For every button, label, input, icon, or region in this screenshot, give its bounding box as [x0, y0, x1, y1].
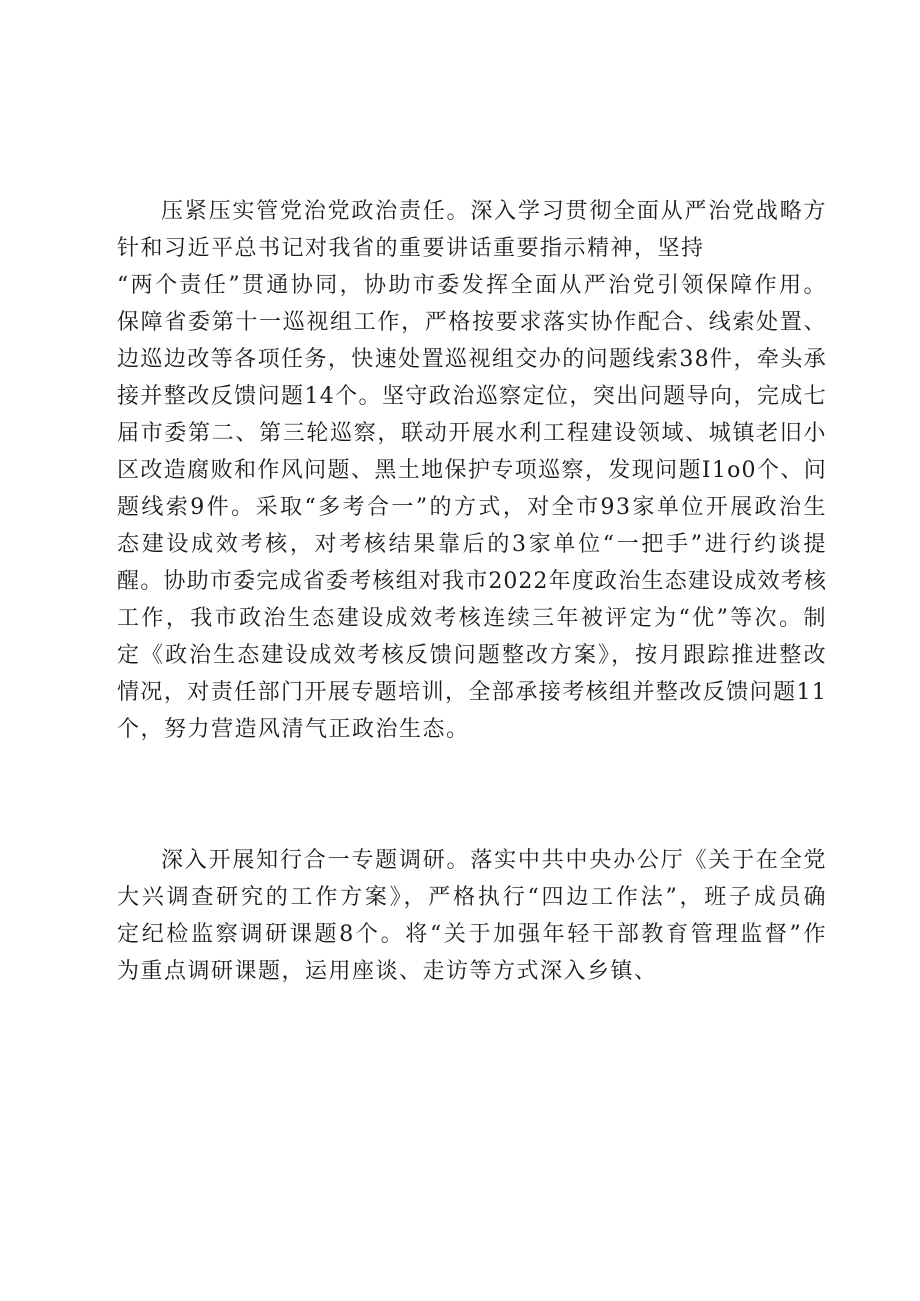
- paragraph-line: 深入开展知行合一专题调研。落实中共中央办公厅《关于在全党: [161, 848, 827, 873]
- paragraph-line: 定《政治生态建设成效考核反馈问题整改方案》，按月跟踪推进整改: [117, 643, 827, 668]
- paragraph-line: 边巡边改等各项任务，快速处置巡视组交办的问题线索38件，牵头承: [117, 347, 827, 372]
- paragraph-line: 态建设成效考核，对考核结果靠后的3家单位“一把手”进行约谈提: [117, 532, 827, 557]
- paragraph-line: 压紧压实管党治党政治责任。深入学习贯彻全面从严治党战略方: [161, 199, 827, 224]
- paragraph-line: 针和习近平总书记对我省的重要讲话重要指示精神，坚持: [117, 236, 705, 261]
- paragraph-line: 接并整改反馈问题14个。坚守政治巡察定位，突出问题导向，完成七: [117, 384, 827, 409]
- paragraph-line: 保障省委第十一巡视组工作，严格按要求落实协作配合、线索处置、: [117, 310, 827, 335]
- paragraph-responsibility: [117, 193, 827, 748]
- paragraph-line: 题线索9件。采取“多考合一”的方式，对全市93家单位开展政治生: [117, 495, 827, 520]
- paragraph-line: 醒。协助市委完成省委考核组对我市2022年度政治生态建设成效考核: [117, 569, 827, 594]
- paragraph-line: 届市委第二、第三轮巡察，联动开展水利工程建设领域、城镇老旧小: [117, 421, 827, 446]
- paragraph-line: 工作，我市政治生态建设成效考核连续三年被评定为“优”等次。制: [117, 606, 827, 631]
- paragraph-line: 情况，对责任部门开展专题培训，全部承接考核组并整改反馈问题11: [117, 680, 827, 705]
- paragraph-research: [117, 842, 827, 990]
- paragraph-line: 个，努力营造风清气正政治生态。: [117, 717, 470, 742]
- paragraph-line: 区改造腐败和作风问题、黑土地保护专项巡察，发现问题I1o0个、问: [117, 458, 827, 483]
- paragraph-line: 定纪检监察调研课题8个。将“关于加强年轻干部教育管理监督”作: [117, 922, 827, 947]
- paragraph-line: 大兴调查研究的工作方案》，严格执行“四边工作法”，班子成员确: [117, 885, 827, 910]
- paragraph-line: “两个责任”贯通协同，协助市委发挥全面从严治党引领保障作用。: [117, 273, 827, 298]
- paragraph-line: 为重点调研课题，运用座谈、走访等方式深入乡镇、: [117, 959, 658, 984]
